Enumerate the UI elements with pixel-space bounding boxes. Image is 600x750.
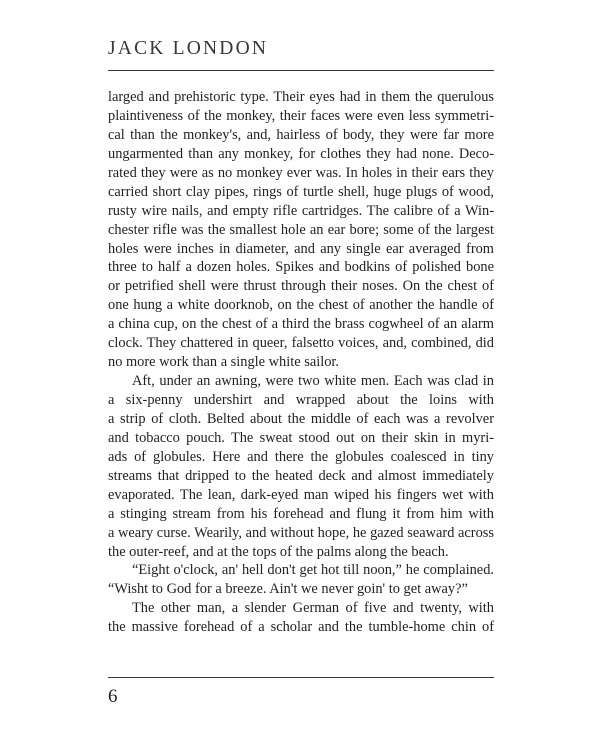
text-line: clock. They chattered in queer, falsetto voices, and, combined, did xyxy=(108,335,494,352)
text-line: holes were inches in diameter, and any single ear averaged from xyxy=(108,240,494,257)
header-rule xyxy=(108,70,494,71)
text-line: carried short clay pipes, rings of turtle shell, huge plugs of wood, xyxy=(108,183,494,200)
text-line: a strip of cloth. Belted about the middle of each was a revolver xyxy=(108,410,494,427)
body-text xyxy=(108,88,494,637)
text-line: the massive forehead of a scholar and the tumble-home chin of xyxy=(108,619,494,636)
text-line: “Eight o'clock, an' hell don't get hot till noon,” he complained. xyxy=(132,562,494,579)
text-line: Aft, under an awning, were two white men. Each was clad in xyxy=(132,373,494,390)
text-line: ads of globules. Here and there the globules coalesced in tiny xyxy=(108,448,494,465)
text-line: a china cup, on the chest of a third the brass cogwheel of an alarm xyxy=(108,316,494,333)
text-line: and tobacco pouch. The sweat stood out on their skin in myri- xyxy=(108,429,494,446)
text-line: cal than the monkey's, and, hairless of body, they were far more xyxy=(108,126,494,143)
text-line: plaintiveness of the monkey, their faces were even less symmetri- xyxy=(108,107,494,124)
text-line: the outer-reef, and at the tops of the palms along the beach. xyxy=(108,543,449,560)
text-line: one hung a white doorknob, on the chest of another the handle of xyxy=(108,297,494,314)
text-line: or petrified shell were thrust through their noses. On the chest of xyxy=(108,278,494,295)
text-line: three to half a dozen holes. Spikes and bodkins of polished bone xyxy=(108,259,494,276)
text-line: “Wisht to God for a breeze. Ain't we never goin' to get away?” xyxy=(108,581,468,598)
text-line: rusty wire nails, and empty rifle cartridges. The calibre of a Win- xyxy=(108,202,494,219)
text-line: evaporated. The lean, dark-eyed man wiped his fingers wet with xyxy=(108,486,494,503)
running-head: JACK LONDON xyxy=(108,38,269,59)
text-line: chester rifle was the smallest hole an ear bore; some of the largest xyxy=(108,221,494,238)
text-line: ungarmented than any monkey, for clothes they had none. Deco- xyxy=(108,145,494,162)
text-line: no more work than a single white sailor. xyxy=(108,354,340,371)
text-line: a six-penny undershirt and wrapped about the loins with xyxy=(108,392,494,408)
footer-rule xyxy=(108,677,494,678)
text-line: The other man, a slender German of five and twenty, with xyxy=(132,600,494,617)
text-line: larged and prehistoric type. Their eyes had in them the querulous xyxy=(108,89,494,105)
text-line: a stinging stream from his forehead and flung it from him with xyxy=(108,505,494,522)
text-line: rated they were as no monkey ever was. In holes in their ears they xyxy=(108,164,494,181)
page-number: 6 xyxy=(108,686,118,707)
text-line: a weary curse. Wearily, and without hope, he gazed seaward across xyxy=(108,524,494,541)
text-line: streams that dripped to the heated deck and almost immediately xyxy=(108,467,494,484)
